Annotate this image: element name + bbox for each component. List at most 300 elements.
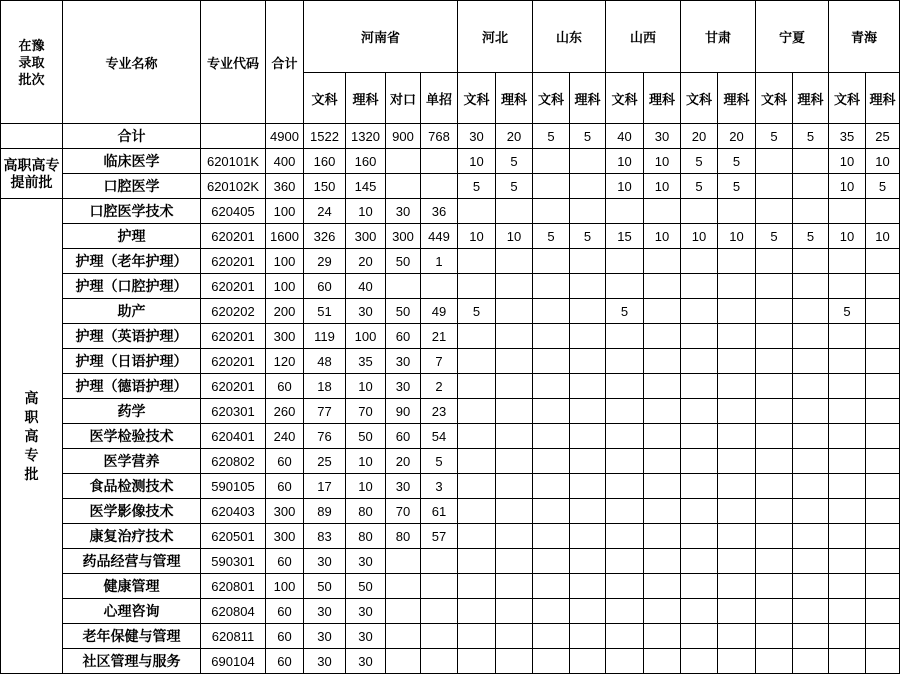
quota-cell bbox=[386, 649, 420, 673]
quota-cell bbox=[829, 399, 865, 423]
quota-cell: 5 bbox=[570, 224, 605, 248]
quota-cell bbox=[570, 449, 605, 473]
quota-cell bbox=[756, 349, 792, 373]
quota-cell bbox=[756, 549, 792, 573]
quota-cell bbox=[533, 549, 569, 573]
quota-cell bbox=[570, 424, 605, 448]
major-total-cell: 60 bbox=[266, 599, 303, 623]
quota-cell: 5 bbox=[866, 174, 899, 198]
batch-label: 高职高专提前批 bbox=[3, 156, 60, 190]
quota-cell bbox=[421, 624, 457, 648]
quota-cell bbox=[718, 349, 755, 373]
quota-cell bbox=[829, 374, 865, 398]
quota-cell: 300 bbox=[346, 224, 385, 248]
quota-cell bbox=[496, 349, 532, 373]
quota-cell bbox=[644, 424, 680, 448]
quota-cell bbox=[793, 349, 828, 373]
quota-cell bbox=[793, 424, 828, 448]
major-code-cell: 620405 bbox=[201, 199, 265, 223]
major-code-cell: 620201 bbox=[201, 274, 265, 298]
quota-cell bbox=[533, 524, 569, 548]
quota-cell: 89 bbox=[304, 499, 345, 523]
quota-cell: 30 bbox=[386, 199, 420, 223]
quota-cell bbox=[386, 149, 420, 173]
quota-cell: 10 bbox=[458, 224, 495, 248]
quota-cell: 5 bbox=[496, 174, 532, 198]
quota-cell bbox=[866, 199, 899, 223]
quota-cell: 90 bbox=[386, 399, 420, 423]
quota-cell: 5 bbox=[606, 299, 643, 323]
quota-cell: 51 bbox=[304, 299, 345, 323]
quota-cell: 61 bbox=[421, 499, 457, 523]
quota-cell bbox=[681, 399, 717, 423]
quota-cell bbox=[793, 549, 828, 573]
quota-cell bbox=[681, 249, 717, 273]
quota-cell bbox=[570, 599, 605, 623]
quota-cell bbox=[570, 524, 605, 548]
quota-cell bbox=[681, 424, 717, 448]
quota-cell: 30 bbox=[346, 599, 385, 623]
quota-cell bbox=[458, 399, 495, 423]
quota-cell bbox=[496, 449, 532, 473]
major-total-cell: 60 bbox=[266, 374, 303, 398]
quota-cell: 5 bbox=[533, 124, 569, 148]
header-major-name: 专业名称 bbox=[63, 1, 200, 123]
major-code-cell: 590301 bbox=[201, 549, 265, 573]
quota-cell bbox=[606, 399, 643, 423]
quota-cell bbox=[644, 324, 680, 348]
quota-cell bbox=[793, 324, 828, 348]
quota-cell: 5 bbox=[681, 149, 717, 173]
quota-cell: 49 bbox=[421, 299, 457, 323]
quota-cell: 36 bbox=[421, 199, 457, 223]
quota-cell bbox=[570, 324, 605, 348]
quota-cell bbox=[681, 549, 717, 573]
subheader-qinghai-science: 理科 bbox=[866, 73, 899, 123]
quota-cell bbox=[718, 649, 755, 673]
quota-cell: 5 bbox=[421, 449, 457, 473]
quota-cell bbox=[533, 249, 569, 273]
quota-cell: 145 bbox=[346, 174, 385, 198]
quota-cell bbox=[606, 524, 643, 548]
quota-cell bbox=[496, 299, 532, 323]
quota-cell bbox=[496, 324, 532, 348]
quota-cell bbox=[496, 524, 532, 548]
quota-cell bbox=[866, 349, 899, 373]
quota-cell bbox=[533, 174, 569, 198]
major-code-cell: 620201 bbox=[201, 349, 265, 373]
quota-cell bbox=[793, 274, 828, 298]
major-name-cell: 护理（口腔护理） bbox=[63, 274, 200, 298]
subheader-shandong-science: 理科 bbox=[570, 73, 605, 123]
quota-cell bbox=[756, 624, 792, 648]
header-region-gansu: 甘肃 bbox=[681, 1, 755, 72]
quota-cell bbox=[458, 524, 495, 548]
quota-cell bbox=[718, 374, 755, 398]
subheader-hebei-arts: 文科 bbox=[458, 73, 495, 123]
quota-cell bbox=[570, 374, 605, 398]
quota-cell bbox=[681, 324, 717, 348]
quota-cell: 30 bbox=[346, 549, 385, 573]
major-total-cell: 60 bbox=[266, 449, 303, 473]
header-batch-label: 在豫录取批次 bbox=[18, 37, 45, 87]
quota-cell: 35 bbox=[829, 124, 865, 148]
quota-cell bbox=[421, 599, 457, 623]
quota-cell bbox=[386, 599, 420, 623]
quota-cell bbox=[829, 199, 865, 223]
quota-cell: 76 bbox=[304, 424, 345, 448]
quota-cell bbox=[458, 249, 495, 273]
quota-cell bbox=[496, 424, 532, 448]
quota-cell bbox=[644, 349, 680, 373]
quota-cell bbox=[793, 574, 828, 598]
quota-cell bbox=[718, 549, 755, 573]
quota-cell: 20 bbox=[346, 249, 385, 273]
major-name-cell: 健康管理 bbox=[63, 574, 200, 598]
quota-cell bbox=[496, 549, 532, 573]
quota-cell: 10 bbox=[829, 174, 865, 198]
major-code-cell: 620101K bbox=[201, 149, 265, 173]
quota-cell: 80 bbox=[346, 524, 385, 548]
quota-cell bbox=[756, 599, 792, 623]
quota-cell bbox=[756, 649, 792, 673]
quota-cell bbox=[533, 374, 569, 398]
major-total-cell: 100 bbox=[266, 199, 303, 223]
subheader-gansu-science: 理科 bbox=[718, 73, 755, 123]
quota-cell: 23 bbox=[421, 399, 457, 423]
total-row-code-cell bbox=[201, 124, 265, 148]
header-region-qinghai: 青海 bbox=[829, 1, 899, 72]
quota-cell: 2 bbox=[421, 374, 457, 398]
quota-cell bbox=[533, 499, 569, 523]
quota-cell: 5 bbox=[681, 174, 717, 198]
header-region-ningxia: 宁夏 bbox=[756, 1, 828, 72]
quota-cell: 77 bbox=[304, 399, 345, 423]
quota-cell bbox=[570, 499, 605, 523]
quota-cell bbox=[681, 499, 717, 523]
quota-cell bbox=[756, 299, 792, 323]
quota-cell bbox=[829, 574, 865, 598]
quota-cell bbox=[829, 424, 865, 448]
quota-cell: 20 bbox=[718, 124, 755, 148]
quota-cell bbox=[570, 274, 605, 298]
quota-cell bbox=[496, 374, 532, 398]
quota-cell bbox=[718, 424, 755, 448]
quota-cell bbox=[793, 149, 828, 173]
quota-cell: 1 bbox=[421, 249, 457, 273]
quota-cell: 1320 bbox=[346, 124, 385, 148]
quota-cell bbox=[533, 324, 569, 348]
subheader-gansu-arts: 文科 bbox=[681, 73, 717, 123]
quota-cell bbox=[756, 424, 792, 448]
quota-cell bbox=[681, 599, 717, 623]
quota-cell bbox=[681, 574, 717, 598]
quota-cell: 5 bbox=[756, 124, 792, 148]
quota-cell: 10 bbox=[496, 224, 532, 248]
quota-cell bbox=[681, 624, 717, 648]
quota-cell: 5 bbox=[570, 124, 605, 148]
quota-cell bbox=[386, 624, 420, 648]
quota-cell: 30 bbox=[304, 624, 345, 648]
quota-cell bbox=[756, 499, 792, 523]
quota-cell: 150 bbox=[304, 174, 345, 198]
quota-cell: 80 bbox=[386, 524, 420, 548]
quota-cell bbox=[644, 449, 680, 473]
subheader-shanxi-arts: 文科 bbox=[606, 73, 643, 123]
quota-cell bbox=[644, 649, 680, 673]
quota-cell bbox=[644, 274, 680, 298]
quota-cell bbox=[866, 424, 899, 448]
major-name-cell: 护理（德语护理） bbox=[63, 374, 200, 398]
quota-cell bbox=[829, 274, 865, 298]
quota-cell bbox=[793, 374, 828, 398]
quota-cell: 10 bbox=[346, 374, 385, 398]
quota-cell bbox=[421, 149, 457, 173]
quota-cell bbox=[386, 174, 420, 198]
quota-cell bbox=[533, 574, 569, 598]
quota-cell: 5 bbox=[793, 224, 828, 248]
quota-cell bbox=[793, 599, 828, 623]
major-code-cell: 620202 bbox=[201, 299, 265, 323]
quota-cell bbox=[570, 199, 605, 223]
quota-cell: 10 bbox=[346, 199, 385, 223]
quota-cell: 10 bbox=[718, 224, 755, 248]
quota-cell bbox=[866, 249, 899, 273]
quota-cell: 54 bbox=[421, 424, 457, 448]
batch-cell bbox=[1, 149, 62, 198]
quota-cell: 80 bbox=[346, 499, 385, 523]
quota-cell: 18 bbox=[304, 374, 345, 398]
quota-cell bbox=[756, 374, 792, 398]
quota-cell: 10 bbox=[829, 149, 865, 173]
quota-cell bbox=[866, 524, 899, 548]
quota-cell bbox=[606, 574, 643, 598]
quota-cell bbox=[866, 499, 899, 523]
quota-cell bbox=[458, 449, 495, 473]
quota-cell: 7 bbox=[421, 349, 457, 373]
quota-cell: 160 bbox=[304, 149, 345, 173]
quota-cell bbox=[533, 274, 569, 298]
quota-cell: 900 bbox=[386, 124, 420, 148]
major-total-cell: 260 bbox=[266, 399, 303, 423]
quota-cell bbox=[606, 249, 643, 273]
header-major-code: 专业代码 bbox=[201, 1, 265, 123]
quota-cell bbox=[866, 374, 899, 398]
quota-cell bbox=[793, 174, 828, 198]
quota-cell bbox=[570, 174, 605, 198]
quota-cell bbox=[606, 374, 643, 398]
quota-cell bbox=[756, 174, 792, 198]
quota-cell bbox=[681, 449, 717, 473]
major-name-cell: 护理（老年护理） bbox=[63, 249, 200, 273]
quota-cell bbox=[570, 249, 605, 273]
major-name-cell: 药学 bbox=[63, 399, 200, 423]
quota-cell bbox=[533, 624, 569, 648]
quota-cell bbox=[866, 649, 899, 673]
total-row-total-cell: 4900 bbox=[266, 124, 303, 148]
quota-cell bbox=[718, 524, 755, 548]
quota-cell bbox=[866, 299, 899, 323]
quota-cell bbox=[756, 274, 792, 298]
quota-cell: 20 bbox=[496, 124, 532, 148]
quota-cell: 40 bbox=[346, 274, 385, 298]
total-row-name-cell: 合计 bbox=[63, 124, 200, 148]
quota-cell: 21 bbox=[421, 324, 457, 348]
quota-cell bbox=[570, 474, 605, 498]
quota-cell: 10 bbox=[681, 224, 717, 248]
quota-cell: 83 bbox=[304, 524, 345, 548]
major-total-cell: 60 bbox=[266, 624, 303, 648]
quota-cell bbox=[458, 499, 495, 523]
quota-cell bbox=[606, 274, 643, 298]
quota-cell bbox=[644, 574, 680, 598]
major-name-cell: 药品经营与管理 bbox=[63, 549, 200, 573]
subheader-qinghai-arts: 文科 bbox=[829, 73, 865, 123]
major-code-cell: 620801 bbox=[201, 574, 265, 598]
quota-cell bbox=[793, 199, 828, 223]
quota-cell bbox=[829, 324, 865, 348]
subheader-henan-arts: 文科 bbox=[304, 73, 345, 123]
quota-cell bbox=[458, 624, 495, 648]
quota-cell bbox=[458, 549, 495, 573]
quota-cell bbox=[644, 299, 680, 323]
quota-cell bbox=[386, 549, 420, 573]
quota-cell bbox=[496, 624, 532, 648]
quota-cell: 30 bbox=[346, 299, 385, 323]
quota-cell bbox=[496, 474, 532, 498]
quota-cell bbox=[756, 324, 792, 348]
quota-cell: 449 bbox=[421, 224, 457, 248]
quota-cell bbox=[496, 649, 532, 673]
quota-cell: 10 bbox=[606, 174, 643, 198]
quota-cell: 30 bbox=[386, 349, 420, 373]
major-total-cell: 400 bbox=[266, 149, 303, 173]
major-total-cell: 60 bbox=[266, 649, 303, 673]
major-name-cell: 医学营养 bbox=[63, 449, 200, 473]
major-name-cell: 食品检测技术 bbox=[63, 474, 200, 498]
major-name-cell: 护理 bbox=[63, 224, 200, 248]
quota-cell bbox=[681, 349, 717, 373]
quota-cell bbox=[718, 574, 755, 598]
quota-cell bbox=[866, 624, 899, 648]
quota-cell: 3 bbox=[421, 474, 457, 498]
quota-cell bbox=[570, 624, 605, 648]
header-region-shandong: 山东 bbox=[533, 1, 605, 72]
quota-cell bbox=[793, 449, 828, 473]
quota-cell: 10 bbox=[606, 149, 643, 173]
subheader-henan-science: 理科 bbox=[346, 73, 385, 123]
major-name-cell: 护理（日语护理） bbox=[63, 349, 200, 373]
batch-label: 高职高专批 bbox=[24, 389, 39, 482]
quota-cell bbox=[756, 149, 792, 173]
quota-cell: 30 bbox=[386, 374, 420, 398]
quota-cell bbox=[533, 199, 569, 223]
quota-cell: 5 bbox=[496, 149, 532, 173]
major-total-cell: 60 bbox=[266, 474, 303, 498]
quota-cell bbox=[866, 399, 899, 423]
quota-cell: 30 bbox=[304, 549, 345, 573]
quota-cell: 10 bbox=[866, 224, 899, 248]
major-total-cell: 300 bbox=[266, 524, 303, 548]
major-code-cell: 620811 bbox=[201, 624, 265, 648]
quota-cell: 60 bbox=[386, 324, 420, 348]
major-total-cell: 200 bbox=[266, 299, 303, 323]
quota-cell bbox=[681, 474, 717, 498]
quota-cell bbox=[533, 299, 569, 323]
major-total-cell: 1600 bbox=[266, 224, 303, 248]
quota-cell: 10 bbox=[866, 149, 899, 173]
quota-cell: 15 bbox=[606, 224, 643, 248]
major-total-cell: 100 bbox=[266, 274, 303, 298]
quota-cell bbox=[458, 574, 495, 598]
major-name-cell: 康复治疗技术 bbox=[63, 524, 200, 548]
quota-cell bbox=[718, 449, 755, 473]
quota-cell bbox=[644, 549, 680, 573]
quota-cell bbox=[644, 374, 680, 398]
major-code-cell: 620201 bbox=[201, 224, 265, 248]
quota-cell: 300 bbox=[386, 224, 420, 248]
quota-cell bbox=[718, 199, 755, 223]
quota-cell bbox=[421, 549, 457, 573]
quota-cell: 30 bbox=[304, 599, 345, 623]
quota-cell bbox=[421, 649, 457, 673]
quota-cell: 60 bbox=[304, 274, 345, 298]
quota-cell bbox=[829, 524, 865, 548]
major-name-cell: 口腔医学 bbox=[63, 174, 200, 198]
quota-cell bbox=[458, 199, 495, 223]
quota-cell: 5 bbox=[458, 174, 495, 198]
quota-cell bbox=[866, 449, 899, 473]
major-code-cell: 620102K bbox=[201, 174, 265, 198]
quota-cell bbox=[829, 349, 865, 373]
quota-cell bbox=[606, 549, 643, 573]
quota-cell bbox=[458, 474, 495, 498]
quota-cell bbox=[533, 599, 569, 623]
quota-cell bbox=[829, 474, 865, 498]
quota-cell bbox=[793, 499, 828, 523]
quota-cell bbox=[644, 474, 680, 498]
quota-cell bbox=[496, 599, 532, 623]
quota-cell bbox=[829, 624, 865, 648]
quota-cell bbox=[866, 474, 899, 498]
major-name-cell: 口腔医学技术 bbox=[63, 199, 200, 223]
quota-cell bbox=[866, 549, 899, 573]
quota-cell: 35 bbox=[346, 349, 385, 373]
major-code-cell: 620403 bbox=[201, 499, 265, 523]
subheader-shanxi-science: 理科 bbox=[644, 73, 680, 123]
quota-cell bbox=[756, 574, 792, 598]
quota-cell bbox=[533, 149, 569, 173]
major-name-cell: 心理咨询 bbox=[63, 599, 200, 623]
quota-cell: 768 bbox=[421, 124, 457, 148]
major-total-cell: 240 bbox=[266, 424, 303, 448]
quota-cell bbox=[866, 274, 899, 298]
quota-cell: 10 bbox=[644, 174, 680, 198]
quota-cell bbox=[606, 199, 643, 223]
quota-cell: 10 bbox=[829, 224, 865, 248]
quota-cell bbox=[458, 374, 495, 398]
quota-cell: 50 bbox=[304, 574, 345, 598]
quota-cell bbox=[570, 349, 605, 373]
subheader-ningxia-arts: 文科 bbox=[756, 73, 792, 123]
quota-cell bbox=[496, 399, 532, 423]
quota-cell: 57 bbox=[421, 524, 457, 548]
quota-cell bbox=[496, 274, 532, 298]
quota-cell bbox=[533, 349, 569, 373]
major-code-cell: 620301 bbox=[201, 399, 265, 423]
quota-cell: 50 bbox=[386, 249, 420, 273]
quota-cell bbox=[681, 299, 717, 323]
